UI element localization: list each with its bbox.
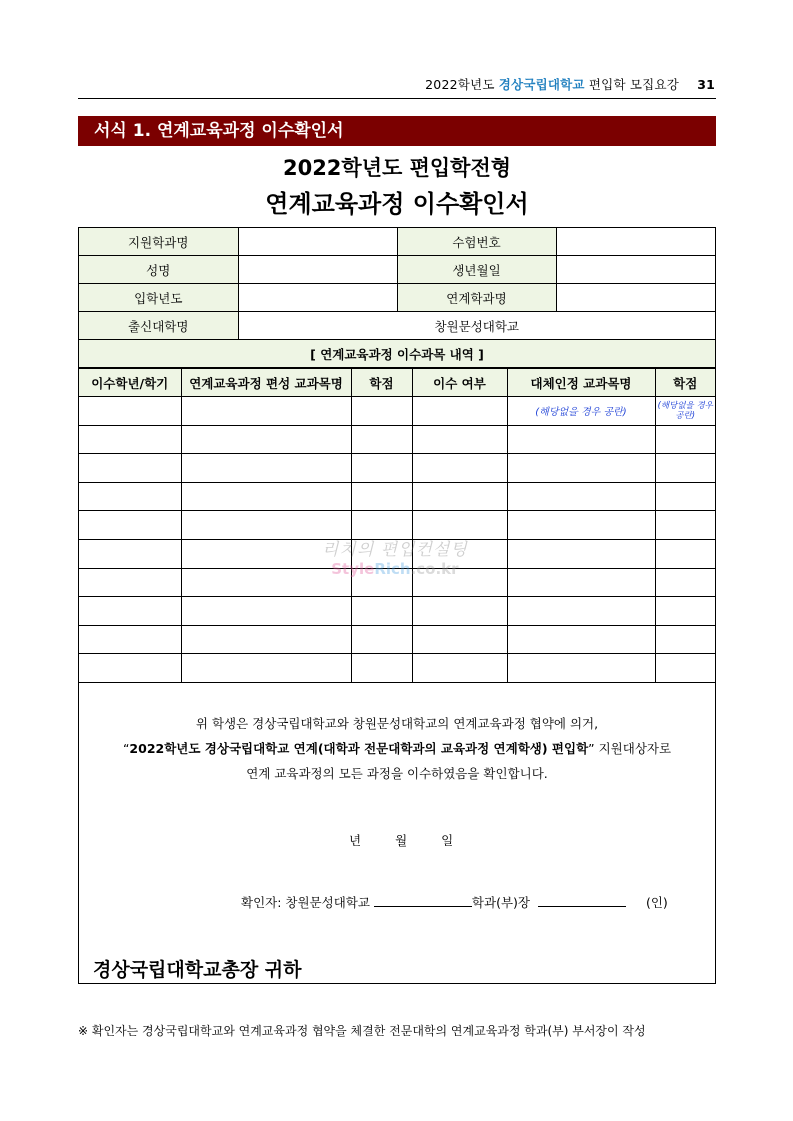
cell[interactable] xyxy=(181,511,351,540)
dept-label: 지원학과명 xyxy=(79,228,238,256)
cell[interactable] xyxy=(507,397,655,426)
cell[interactable] xyxy=(507,511,655,540)
cell[interactable] xyxy=(79,511,181,540)
table-row xyxy=(79,454,715,483)
cell[interactable] xyxy=(412,625,507,654)
cell[interactable] xyxy=(655,397,715,426)
cell[interactable] xyxy=(351,654,412,683)
cell[interactable] xyxy=(507,539,655,568)
dept-name-blank[interactable] xyxy=(374,895,472,907)
page-header xyxy=(425,75,715,93)
entry-year-label: 입학년도 xyxy=(79,284,238,312)
cell[interactable] xyxy=(412,568,507,597)
date-year: 년 xyxy=(349,833,362,848)
statement-line2-rest: ” 지원대상자로 xyxy=(588,741,672,756)
header-prefix: 2022학년도 xyxy=(425,77,495,92)
col-semester: 이수학년/학기 xyxy=(79,369,181,397)
table-row xyxy=(79,425,715,454)
cell[interactable] xyxy=(181,597,351,626)
linked-dept-label: 연계학과명 xyxy=(397,284,556,312)
cell[interactable] xyxy=(351,482,412,511)
col-substitute-credit: 학점 xyxy=(655,369,715,397)
col-completion: 이수 여부 xyxy=(412,369,507,397)
page-number: 31 xyxy=(697,77,715,92)
cell[interactable] xyxy=(655,454,715,483)
cell[interactable] xyxy=(181,539,351,568)
cell[interactable] xyxy=(507,597,655,626)
cell[interactable] xyxy=(412,539,507,568)
addressee: 경상국립대학교총장 귀하 xyxy=(93,959,302,981)
date-day: 일 xyxy=(441,833,454,848)
cell[interactable] xyxy=(79,654,181,683)
cell[interactable] xyxy=(79,482,181,511)
cell[interactable] xyxy=(79,425,181,454)
watermark-line1: 리치의 편입컨설팅 xyxy=(322,540,468,560)
cell[interactable] xyxy=(655,625,715,654)
table-row xyxy=(79,597,715,626)
cell[interactable] xyxy=(351,597,412,626)
statement-open-quote: “ xyxy=(122,741,130,756)
cell[interactable] xyxy=(351,511,412,540)
name-field[interactable] xyxy=(238,256,397,284)
cell[interactable] xyxy=(79,397,181,426)
cell[interactable] xyxy=(412,482,507,511)
table-row xyxy=(79,654,715,683)
cell[interactable] xyxy=(181,425,351,454)
courses-section-title: [ 연계교육과정 이수과목 내역 ] xyxy=(79,340,715,368)
table-row xyxy=(79,539,715,568)
cell[interactable] xyxy=(181,654,351,683)
signature-blank[interactable] xyxy=(538,895,626,907)
table-row xyxy=(79,482,715,511)
linked-dept-field[interactable] xyxy=(556,284,715,312)
cell[interactable] xyxy=(412,454,507,483)
cell[interactable] xyxy=(655,597,715,626)
col-credit: 학점 xyxy=(351,369,412,397)
note-substitute-course: (해당없을 경우 공란) xyxy=(535,407,627,419)
table-row xyxy=(79,625,715,654)
statement-line2 xyxy=(79,739,715,757)
cell[interactable] xyxy=(412,397,507,426)
cell[interactable] xyxy=(412,654,507,683)
footnote: ※ 확인자는 경상국립대학교와 연계교육과정 협약을 체결한 전문대학의 연계교육과정 학과(부) 부서장이 작성 xyxy=(78,1024,646,1038)
cell[interactable] xyxy=(507,454,655,483)
cell[interactable] xyxy=(507,625,655,654)
statement-line3: 연계 교육과정의 모든 과정을 이수하였음을 확인합니다. xyxy=(246,766,548,781)
cell[interactable] xyxy=(351,425,412,454)
cell[interactable] xyxy=(351,625,412,654)
confirmer-title: 학과(부)장 xyxy=(471,895,530,910)
cell[interactable] xyxy=(351,539,412,568)
doc-title-line1: 2022학년도 편입학전형 xyxy=(282,156,512,180)
statement-program: 2022학년도 경상국립대학교 연계(대학과 전문대학과의 교육과정 연계학생) 편입학 xyxy=(129,741,589,756)
cell[interactable] xyxy=(412,425,507,454)
confirmer-prefix: 확인자: 창원문성대학교 xyxy=(241,895,370,910)
table-row xyxy=(79,568,715,597)
cell[interactable] xyxy=(655,654,715,683)
watermark-style: Style xyxy=(331,560,375,578)
header-university: 경상국립대학교 xyxy=(498,77,585,92)
cell[interactable] xyxy=(655,539,715,568)
cell[interactable] xyxy=(181,397,351,426)
seal-mark: (인) xyxy=(645,895,668,910)
cell[interactable] xyxy=(351,454,412,483)
col-course-name: 연계교육과정 편성 교과목명 xyxy=(181,369,351,397)
birth-field[interactable] xyxy=(556,256,715,284)
exam-no-field[interactable] xyxy=(556,228,715,256)
form-banner: 서식 1. 연계교육과정 이수확인서 xyxy=(78,116,716,146)
cell[interactable] xyxy=(655,568,715,597)
cell[interactable] xyxy=(79,597,181,626)
doc-title-line2: 연계교육과정 이수확인서 xyxy=(265,190,529,218)
cell[interactable] xyxy=(507,568,655,597)
confirmer-line xyxy=(241,893,668,911)
cell[interactable] xyxy=(655,425,715,454)
cell[interactable] xyxy=(181,568,351,597)
cell[interactable] xyxy=(507,482,655,511)
form-box xyxy=(78,227,716,984)
table-row xyxy=(79,511,715,540)
cell[interactable] xyxy=(351,568,412,597)
date-month: 월 xyxy=(395,833,408,848)
cell[interactable] xyxy=(181,625,351,654)
table-row xyxy=(79,397,715,426)
dept-field[interactable] xyxy=(238,228,397,256)
applicant-info-table xyxy=(79,228,715,368)
cell[interactable] xyxy=(412,597,507,626)
cell[interactable] xyxy=(79,454,181,483)
cell[interactable] xyxy=(655,511,715,540)
statement-line1: 위 학생은 경상국립대학교와 창원문성대학교의 연계교육과정 협약에 의거, xyxy=(195,716,599,731)
origin-college-label: 출신대학명 xyxy=(79,312,238,340)
cell[interactable] xyxy=(79,568,181,597)
courses-table xyxy=(79,368,715,683)
cell[interactable] xyxy=(181,454,351,483)
cell[interactable] xyxy=(655,482,715,511)
col-substitute-course: 대체인정 교과목명 xyxy=(507,369,655,397)
name-label: 성명 xyxy=(79,256,238,284)
exam-no-label: 수험번호 xyxy=(397,228,556,256)
cell[interactable] xyxy=(181,482,351,511)
entry-year-field[interactable] xyxy=(238,284,397,312)
birth-label: 생년월일 xyxy=(397,256,556,284)
note-substitute-credit: (해당없을 경우 공란) xyxy=(657,400,713,421)
date-line xyxy=(349,831,483,849)
cell[interactable] xyxy=(507,425,655,454)
header-suffix: 편입학 모집요강 xyxy=(588,77,680,92)
watermark-domain: .co.kr xyxy=(410,560,459,578)
cell[interactable] xyxy=(507,654,655,683)
watermark-rich: Rich xyxy=(374,560,411,578)
cell[interactable] xyxy=(351,397,412,426)
header-divider xyxy=(78,98,716,99)
cell[interactable] xyxy=(79,625,181,654)
cell[interactable] xyxy=(79,539,181,568)
origin-college-value: 창원문성대학교 xyxy=(238,312,715,340)
cell[interactable] xyxy=(412,511,507,540)
